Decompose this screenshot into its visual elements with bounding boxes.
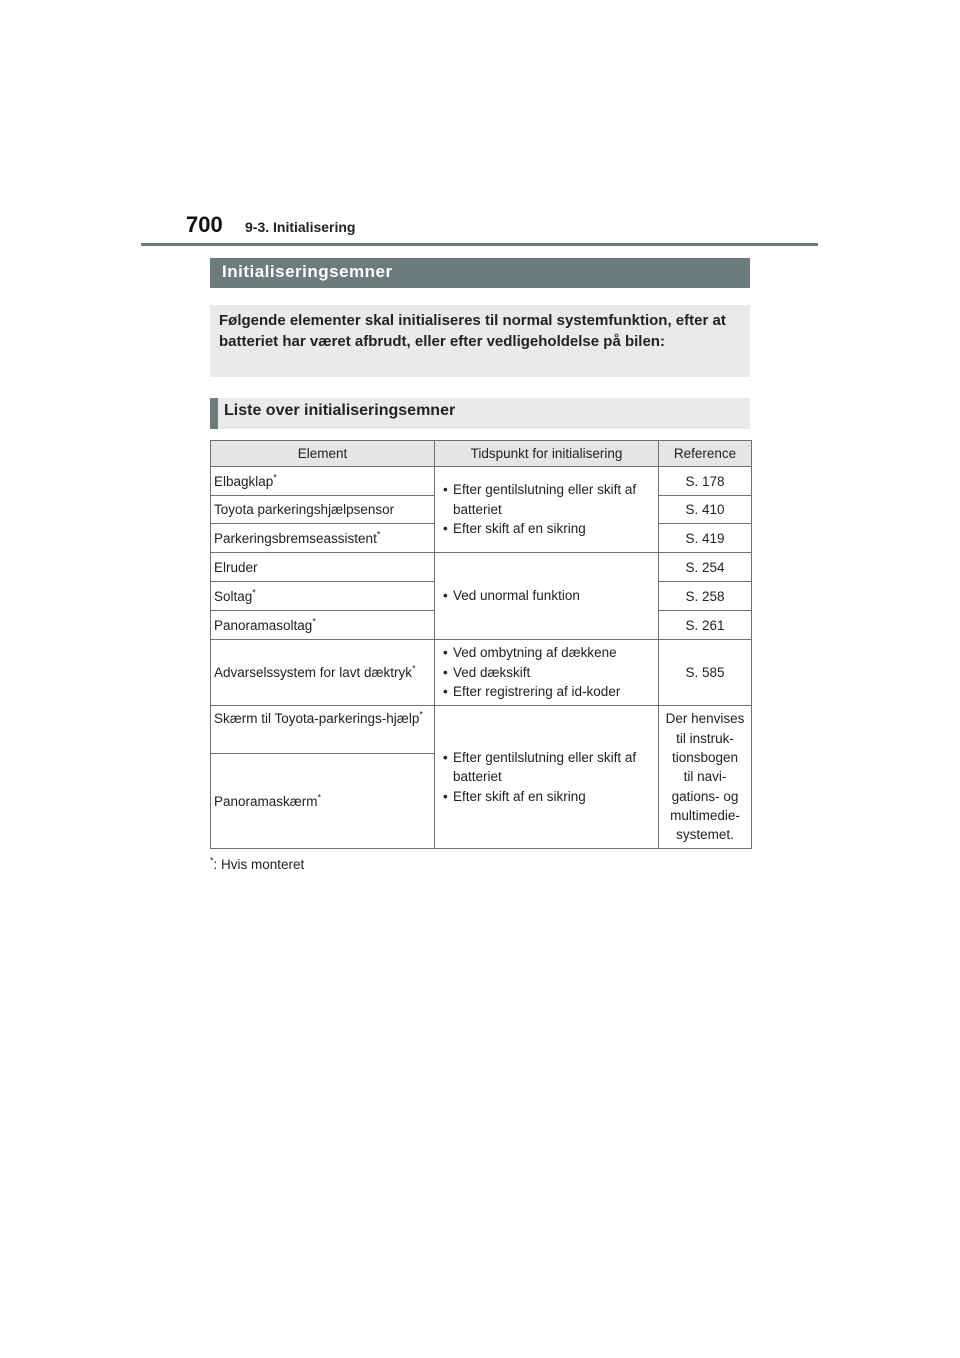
element-cell: Toyota parkeringshjælpsensor (211, 496, 435, 524)
table-row (211, 640, 752, 706)
timing-cell (435, 640, 659, 706)
timing-cell (435, 467, 659, 553)
section-breadcrumb: 9-3. Initialisering (245, 219, 356, 235)
initialization-table (210, 440, 752, 849)
footnote (210, 857, 304, 872)
table-header-row (211, 441, 752, 467)
timing-item: • Efter gentilslutning eller skift af batteriet (443, 480, 655, 519)
timing-item: • Efter registrering af id-koder (443, 682, 655, 702)
reference-cell: S. 254 (659, 553, 752, 582)
reference-cell: S. 178 (659, 467, 752, 496)
column-header-timing: Tidspunkt for initialisering (435, 441, 659, 467)
element-cell: Advarselssystem for lavt dæktryk* (211, 640, 435, 706)
footnote-mark: * (210, 855, 214, 866)
reference-cell: S. 261 (659, 611, 752, 640)
column-header-element: Element (211, 441, 435, 467)
reference-cell: S. 585 (659, 640, 752, 706)
reference-cell: S. 410 (659, 496, 752, 524)
element-cell: Panoramasoltag* (211, 611, 435, 640)
timing-item: • Efter skift af en sikring (443, 787, 655, 807)
table-row (211, 467, 752, 496)
reference-cell: S. 258 (659, 582, 752, 611)
element-cell: Elbagklap* (211, 467, 435, 496)
timing-item: • Ved unormal funktion (443, 586, 655, 606)
timing-cell (435, 553, 659, 640)
timing-item: • Ved ombytning af dækkene (443, 643, 655, 663)
timing-item: • Ved dækskift (443, 663, 655, 683)
intro-text: Følgende elementer skal initialiseres til normal systemfunktion, efter at batteriet har været afbrudt, eller efter vedligeholdelse på bilen: (210, 305, 750, 377)
header-rule (141, 243, 818, 246)
element-cell: Elruder (211, 553, 435, 582)
timing-item: • Efter skift af en sikring (443, 519, 655, 539)
page-number: 700 (186, 212, 223, 237)
element-cell: Panoramaskærm* (211, 754, 435, 849)
element-cell: Soltag* (211, 582, 435, 611)
reference-cell: Der henvises til instruk- tionsbogen til navi- gations- og multimedie- systemet. (659, 706, 752, 849)
table-row (211, 706, 752, 754)
timing-cell (435, 706, 659, 849)
element-cell: Parkeringsbremseassistent* (211, 524, 435, 553)
timing-item: • Efter gentilslutning eller skift af batteriet (443, 748, 655, 787)
element-cell: Skærm til Toyota-parkerings-hjælp* (211, 706, 435, 754)
reference-cell: S. 419 (659, 524, 752, 553)
subsection-title: Liste over initialiseringsemner (210, 398, 750, 429)
section-title: Initialiseringsemner (210, 258, 750, 288)
table-row (211, 553, 752, 582)
footnote-text: : Hvis monteret (213, 857, 305, 872)
column-header-reference: Reference (659, 441, 752, 467)
